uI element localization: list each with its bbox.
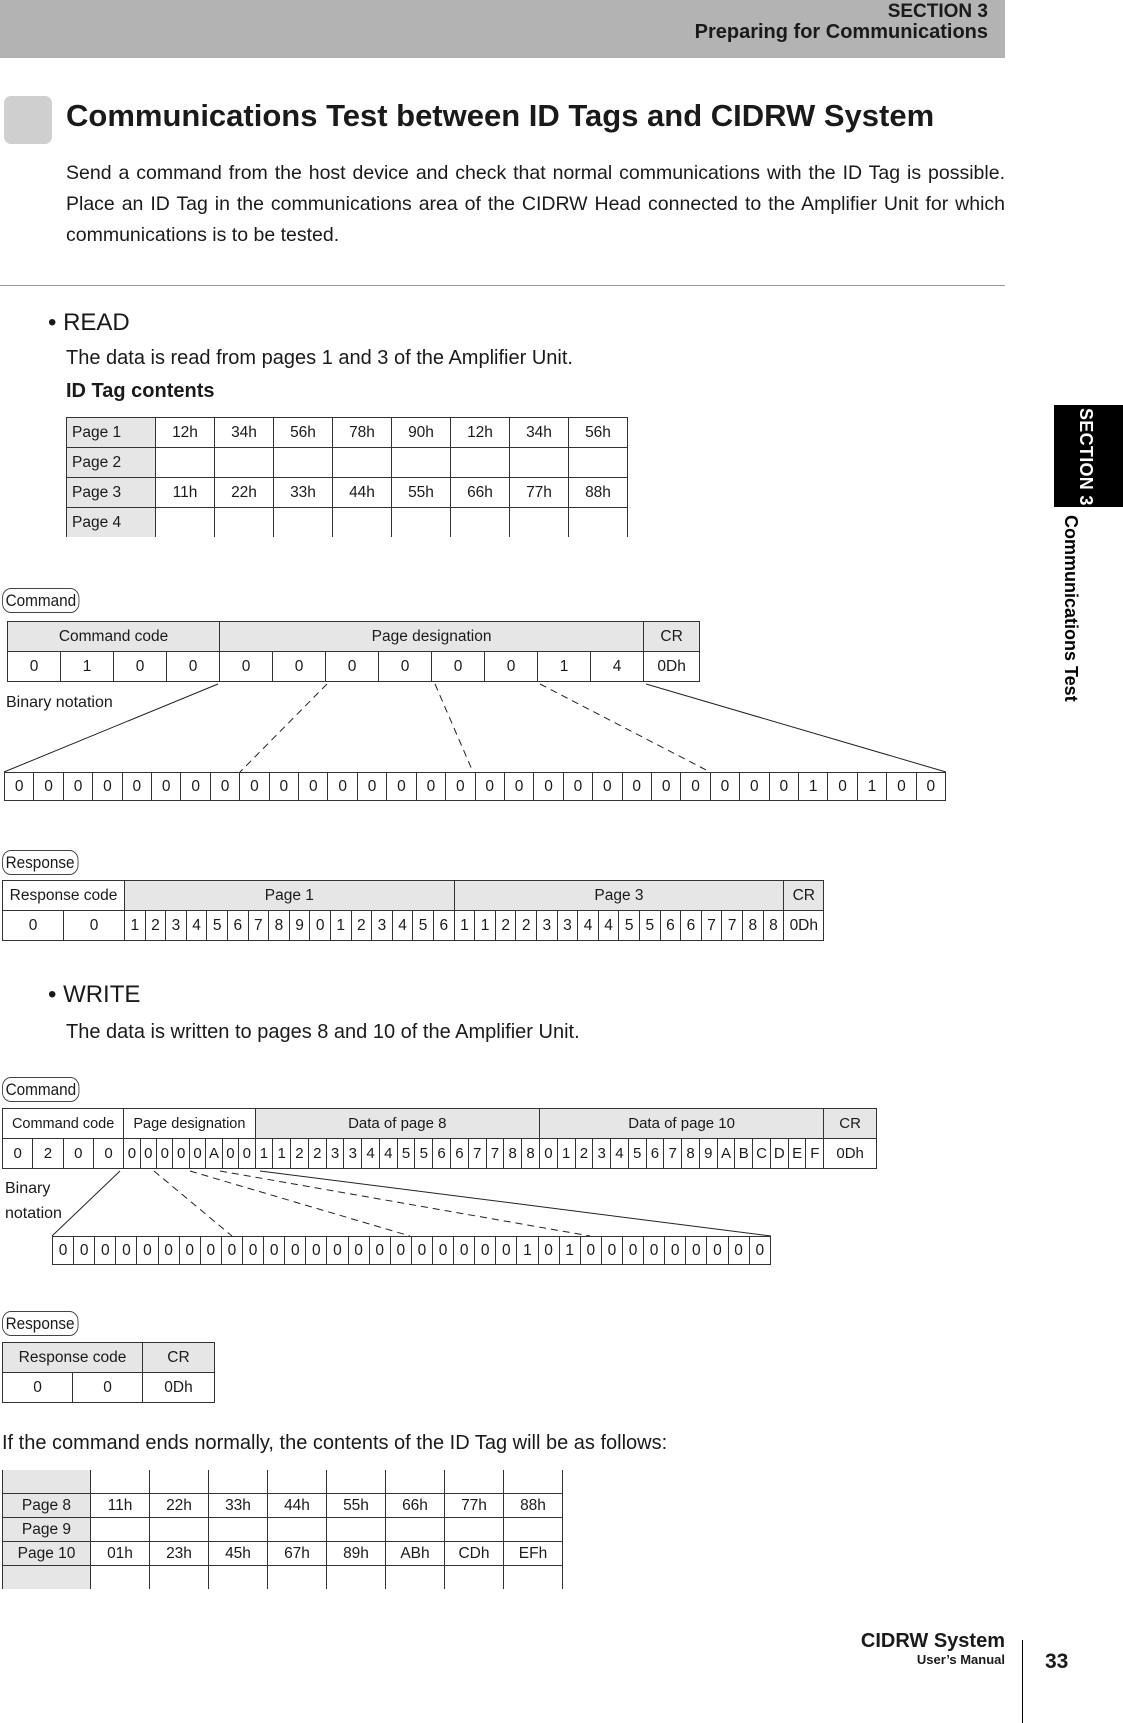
data-page-10-cell: 3	[593, 1139, 611, 1169]
binary-cell: 0	[53, 1237, 74, 1265]
binary-cell: 0	[710, 773, 739, 801]
data-cell: 45h	[209, 1542, 268, 1566]
table-row	[3, 1518, 563, 1542]
data-page-8-cell: 8	[522, 1139, 540, 1169]
page1-cell: 9	[289, 911, 310, 941]
page1-cell: 1	[125, 911, 146, 941]
data-cell	[386, 1518, 445, 1542]
data-cell	[150, 1566, 209, 1590]
hdr-page-3: Page 3	[454, 881, 784, 911]
data-cell: 22h	[215, 478, 274, 508]
result-text: If the command ends normally, the contents of the ID Tag will be as follows:	[2, 1432, 668, 1454]
binary-cell: 1	[857, 773, 886, 801]
command-cell: 4	[591, 652, 644, 682]
page1-cell: 8	[269, 911, 290, 941]
binary-cell: 0	[887, 773, 916, 801]
command-code-cell: 2	[33, 1139, 63, 1169]
binary-cell: 1	[798, 773, 827, 801]
page3-cell: 3	[557, 911, 578, 941]
command-cell: 0	[114, 652, 167, 682]
data-cell: 88h	[504, 1494, 563, 1518]
data-cell	[504, 1518, 563, 1542]
binary-cell: 0	[728, 1237, 749, 1265]
binary-cell: 0	[644, 1237, 665, 1265]
write-binary-label-2: notation	[5, 1205, 62, 1222]
table-row	[3, 1566, 563, 1590]
binary-cell: 0	[299, 773, 328, 801]
connector-line	[435, 684, 473, 772]
response-cell: 0	[3, 1373, 73, 1403]
response-code-cell: 0	[3, 911, 64, 941]
header-section: SECTION 3	[887, 1, 988, 22]
write-description: The data is written to pages 8 and 10 of the Amplifier Unit.	[66, 1021, 580, 1043]
data-page-10-cell: 1	[557, 1139, 575, 1169]
binary-cell: 0	[504, 773, 533, 801]
hdr-command-code: Command code	[3, 1109, 124, 1139]
footer-divider	[1022, 1640, 1023, 1723]
binary-cell: 0	[74, 1237, 95, 1265]
binary-cell: 0	[593, 773, 622, 801]
write-binary-label-1: Binary	[5, 1180, 51, 1197]
binary-cell: 0	[622, 773, 651, 801]
binary-cell: 0	[390, 1237, 411, 1265]
response-code-cell: 0	[64, 911, 125, 941]
data-page-8-cell: 1	[273, 1139, 291, 1169]
binary-cell: 0	[200, 1237, 221, 1265]
binary-cell: 0	[686, 1237, 707, 1265]
hdr-response-code: Response code	[3, 881, 125, 911]
page3-cell: 3	[537, 911, 558, 941]
data-cell: 44h	[268, 1494, 327, 1518]
page1-cell: 2	[145, 911, 166, 941]
write-command-tag: Command	[2, 1077, 80, 1102]
binary-cell: 0	[496, 1237, 517, 1265]
data-page-8-cell: 3	[344, 1139, 362, 1169]
data-cell: 33h	[209, 1494, 268, 1518]
hdr-cr: CR	[824, 1109, 877, 1139]
data-cell: 56h	[274, 418, 333, 448]
binary-cell: 0	[749, 1237, 770, 1265]
command-cell: 0	[432, 652, 485, 682]
row-label: Page 9	[3, 1518, 91, 1542]
data-page-8-cell: 2	[291, 1139, 309, 1169]
page-designation-cell: 0	[157, 1139, 173, 1169]
command-cell: 0	[326, 652, 379, 682]
page1-cell: 4	[186, 911, 207, 941]
data-page-8-cell: 4	[362, 1139, 380, 1169]
data-page-10-cell: 5	[628, 1139, 646, 1169]
connector-line	[52, 1171, 120, 1236]
page3-cell: 2	[495, 911, 516, 941]
read-description: The data is read from pages 1 and 3 of the Amplifier Unit.	[66, 347, 573, 369]
data-page-10-cell: 2	[575, 1139, 593, 1169]
side-tab-label: Communications Test	[1061, 515, 1081, 702]
binary-cell: 0	[285, 1237, 306, 1265]
data-cell	[209, 1518, 268, 1542]
binary-cell: 0	[387, 773, 416, 801]
page1-cell: 4	[392, 911, 413, 941]
intro-paragraph: Send a command from the host device and check that normal communications with the ID Tag is possible. Place an ID Tag in the communications area of the CIDRW Head connected to the Amplifier Unit for which communications is to be tested.	[66, 162, 1005, 246]
binary-cell: 0	[538, 1237, 559, 1265]
data-cell	[386, 1470, 445, 1494]
row-label: Page 2	[67, 448, 156, 478]
binary-cell: 0	[63, 773, 92, 801]
data-page-8-cell: 2	[308, 1139, 326, 1169]
data-page-10-cell: 7	[664, 1139, 682, 1169]
data-cell	[504, 1470, 563, 1494]
binary-cell: 0	[416, 773, 445, 801]
binary-cell: 0	[95, 1237, 116, 1265]
hdr-page-designation: Page designation	[124, 1109, 255, 1139]
id-tag-heading: ID Tag contents	[66, 380, 215, 402]
binary-cell: 0	[681, 773, 710, 801]
page3-cell: 6	[660, 911, 681, 941]
command-code-cell: 0	[3, 1139, 33, 1169]
row-label: Page 10	[3, 1542, 91, 1566]
binary-cell: 0	[580, 1237, 601, 1265]
data-cell: 66h	[386, 1494, 445, 1518]
page-designation-cell: 0	[189, 1139, 205, 1169]
command-cell: 0	[485, 652, 538, 682]
command-cell: 1	[538, 652, 591, 682]
data-page-8-cell: 8	[504, 1139, 522, 1169]
binary-cell: 0	[34, 773, 63, 801]
page3-cell: 1	[475, 911, 496, 941]
connector-line	[260, 1171, 771, 1236]
binary-cell: 0	[622, 1237, 643, 1265]
write-bullet: • WRITE	[48, 981, 141, 1008]
data-page-10-cell: 9	[699, 1139, 717, 1169]
command-cell: 0	[379, 652, 432, 682]
data-cell: 44h	[333, 478, 392, 508]
response-cell: 0	[73, 1373, 143, 1403]
data-page-10-cell: E	[788, 1139, 806, 1169]
hdr-page-1: Page 1	[125, 881, 455, 911]
binary-cell: 0	[357, 773, 386, 801]
hdr-cr: CR	[784, 881, 824, 911]
data-cell: 12h	[156, 418, 215, 448]
data-cell: 23h	[150, 1542, 209, 1566]
hdr-command-code: Command code	[8, 622, 220, 652]
page-designation-cell: A	[206, 1139, 222, 1169]
page-title: Communications Test between ID Tags and CIDRW System	[66, 98, 935, 133]
binary-cell: 0	[475, 773, 504, 801]
page1-cell: 0	[310, 911, 331, 941]
page-designation-cell: 0	[140, 1139, 156, 1169]
data-cell	[327, 1470, 386, 1494]
binary-cell: 0	[475, 1237, 496, 1265]
page1-cell: 7	[248, 911, 269, 941]
command-cell: 0	[220, 652, 273, 682]
binary-cell: 0	[665, 1237, 686, 1265]
binary-cell: 0	[306, 1237, 327, 1265]
data-cell: 11h	[91, 1494, 150, 1518]
footer-manual: User’s Manual	[916, 1652, 1005, 1667]
hdr-data-page-10: Data of page 10	[539, 1109, 823, 1139]
page3-cell: 7	[722, 911, 743, 941]
row-label: Page 3	[67, 478, 156, 508]
header-title: Preparing for Communications	[694, 21, 988, 43]
page3-cell: 8	[742, 911, 763, 941]
binary-cell: 0	[769, 773, 798, 801]
binary-cell: 0	[916, 773, 945, 801]
binary-cell: 0	[93, 773, 122, 801]
page3-cell: 4	[578, 911, 599, 941]
data-cell	[91, 1518, 150, 1542]
binary-cell: 0	[5, 773, 34, 801]
row-label: Page 1	[67, 418, 156, 448]
command-cell: 0	[273, 652, 326, 682]
table-row	[3, 1542, 563, 1566]
hdr-page-designation: Page designation	[220, 622, 644, 652]
page3-cell: 8	[763, 911, 784, 941]
connector-line	[646, 684, 946, 772]
data-cell: 67h	[268, 1542, 327, 1566]
data-cell	[268, 1566, 327, 1590]
data-cell: 77h	[445, 1494, 504, 1518]
hdr-response-code: Response code	[3, 1343, 143, 1373]
page-designation-cell: 0	[173, 1139, 189, 1169]
page-designation-cell: 0	[124, 1139, 140, 1169]
data-page-8-cell: 7	[486, 1139, 504, 1169]
row-label: Page 4	[67, 508, 156, 538]
page1-cell: 6	[227, 911, 248, 941]
binary-cell: 0	[240, 773, 269, 801]
page3-cell: 6	[681, 911, 702, 941]
data-cell	[445, 1470, 504, 1494]
hdr-cr: CR	[143, 1343, 215, 1373]
data-cell: CDh	[445, 1542, 504, 1566]
hdr-data-page-8: Data of page 8	[255, 1109, 539, 1139]
connector-line	[540, 684, 710, 772]
side-tab-section: SECTION 3	[1076, 408, 1096, 506]
write-response-tag: Response	[2, 1311, 78, 1336]
binary-cell: 0	[707, 1237, 728, 1265]
table-row	[3, 1470, 563, 1494]
data-cell	[445, 1566, 504, 1590]
data-cell: 55h	[327, 1494, 386, 1518]
data-page-10-cell: 8	[682, 1139, 700, 1169]
binary-cell: 0	[179, 1237, 200, 1265]
row-label	[3, 1566, 91, 1590]
binary-cell: 0	[210, 773, 239, 801]
command-code-cell: 0	[63, 1139, 93, 1169]
data-page-10-cell: 4	[611, 1139, 629, 1169]
data-cell	[91, 1566, 150, 1590]
table-row	[3, 1494, 563, 1518]
data-cell	[268, 1470, 327, 1494]
connector-line	[190, 1171, 410, 1236]
binary-cell: 0	[432, 1237, 453, 1265]
read-binary-label: Binary notation	[6, 694, 113, 711]
command-cell: 1	[61, 652, 114, 682]
connector-line	[154, 1171, 232, 1236]
binary-cell: 0	[269, 773, 298, 801]
data-cell: 77h	[510, 478, 569, 508]
result-table	[2, 1470, 563, 1589]
data-page-10-cell: D	[770, 1139, 788, 1169]
page1-cell: 5	[207, 911, 228, 941]
page3-cell: 7	[701, 911, 722, 941]
data-page-10-cell: 6	[646, 1139, 664, 1169]
binary-cell: 0	[242, 1237, 263, 1265]
page1-cell: 3	[372, 911, 393, 941]
data-cell	[445, 1518, 504, 1542]
data-cell: 89h	[327, 1542, 386, 1566]
data-page-8-cell: 6	[433, 1139, 451, 1169]
binary-cell: 0	[740, 773, 769, 801]
data-cell: EFh	[504, 1542, 563, 1566]
response-cell: 0Dh	[143, 1373, 215, 1403]
data-cell: 12h	[451, 418, 510, 448]
data-cell	[150, 1470, 209, 1494]
read-command-tag: Command	[2, 588, 80, 613]
data-cell	[327, 1518, 386, 1542]
binary-cell: 0	[152, 773, 181, 801]
hdr-cr: CR	[644, 622, 700, 652]
data-cell: 22h	[150, 1494, 209, 1518]
binary-cell: 0	[181, 773, 210, 801]
data-page-8-cell: 6	[450, 1139, 468, 1169]
read-response-tag: Response	[2, 850, 78, 875]
connector-line	[220, 1171, 590, 1236]
read-bullet: • READ	[48, 309, 130, 336]
binary-cell: 0	[328, 773, 357, 801]
binary-cell: 0	[369, 1237, 390, 1265]
data-cell	[386, 1566, 445, 1590]
footer-product: CIDRW System	[860, 1630, 1005, 1652]
page3-cell: 4	[598, 911, 619, 941]
cr-cell: 0Dh	[784, 911, 824, 941]
binary-cell: 1	[517, 1237, 538, 1265]
data-page-10-cell: C	[753, 1139, 771, 1169]
page-designation-cell: 0	[222, 1139, 238, 1169]
binary-cell: 0	[534, 773, 563, 801]
data-cell: 78h	[333, 418, 392, 448]
page-designation-cell: 0	[239, 1139, 255, 1169]
data-cell: 34h	[510, 418, 569, 448]
data-cell	[209, 1566, 268, 1590]
data-cell: 88h	[569, 478, 628, 508]
page1-cell: 5	[413, 911, 434, 941]
data-cell	[91, 1470, 150, 1494]
binary-cell: 0	[446, 773, 475, 801]
page3-cell: 5	[639, 911, 660, 941]
data-cell: 01h	[91, 1542, 150, 1566]
binary-cell: 0	[137, 1237, 158, 1265]
binary-cell: 0	[348, 1237, 369, 1265]
page1-cell: 3	[166, 911, 187, 941]
binary-cell: 0	[454, 1237, 475, 1265]
data-cell: 90h	[392, 418, 451, 448]
row-label: Page 8	[3, 1494, 91, 1518]
connector-line	[240, 684, 327, 772]
page3-cell: 5	[619, 911, 640, 941]
data-page-10-cell: 0	[539, 1139, 557, 1169]
data-page-8-cell: 5	[397, 1139, 415, 1169]
data-page-8-cell: 3	[326, 1139, 344, 1169]
data-page-8-cell: 5	[415, 1139, 433, 1169]
command-cell: 0	[8, 652, 61, 682]
data-cell	[209, 1470, 268, 1494]
page1-cell: 1	[330, 911, 351, 941]
connector-line	[4, 684, 218, 772]
data-page-8-cell: 1	[255, 1139, 273, 1169]
data-page-10-cell: F	[806, 1139, 824, 1169]
data-cell	[327, 1566, 386, 1590]
data-page-8-cell: 4	[379, 1139, 397, 1169]
data-cell: 11h	[156, 478, 215, 508]
data-page-10-cell: B	[735, 1139, 753, 1169]
binary-cell: 0	[563, 773, 592, 801]
page3-cell: 1	[454, 911, 475, 941]
binary-cell: 0	[651, 773, 680, 801]
page1-cell: 2	[351, 911, 372, 941]
binary-cell: 0	[601, 1237, 622, 1265]
page-number: 33	[1045, 1650, 1069, 1673]
binary-cell: 1	[559, 1237, 580, 1265]
data-cell: 55h	[392, 478, 451, 508]
binary-cell: 0	[327, 1237, 348, 1265]
data-cell	[150, 1518, 209, 1542]
data-cell: 34h	[215, 418, 274, 448]
data-cell	[504, 1566, 563, 1590]
data-page-8-cell: 7	[468, 1139, 486, 1169]
binary-cell: 0	[116, 1237, 137, 1265]
binary-cell: 0	[221, 1237, 242, 1265]
data-cell: 33h	[274, 478, 333, 508]
row-label	[3, 1470, 91, 1494]
page1-cell: 6	[433, 911, 454, 941]
data-page-10-cell: A	[717, 1139, 735, 1169]
data-cell: 56h	[569, 418, 628, 448]
data-cell: ABh	[386, 1542, 445, 1566]
binary-cell: 0	[411, 1237, 432, 1265]
command-cell: 0Dh	[644, 652, 700, 682]
write-response-table	[2, 1342, 215, 1403]
page3-cell: 2	[516, 911, 537, 941]
binary-cell: 0	[158, 1237, 179, 1265]
data-cell	[268, 1518, 327, 1542]
data-cell: 66h	[451, 478, 510, 508]
command-cell: 0	[167, 652, 220, 682]
binary-cell: 0	[122, 773, 151, 801]
cr-cell: 0Dh	[824, 1139, 877, 1169]
command-code-cell: 0	[93, 1139, 123, 1169]
binary-cell: 0	[828, 773, 857, 801]
binary-cell: 0	[264, 1237, 285, 1265]
